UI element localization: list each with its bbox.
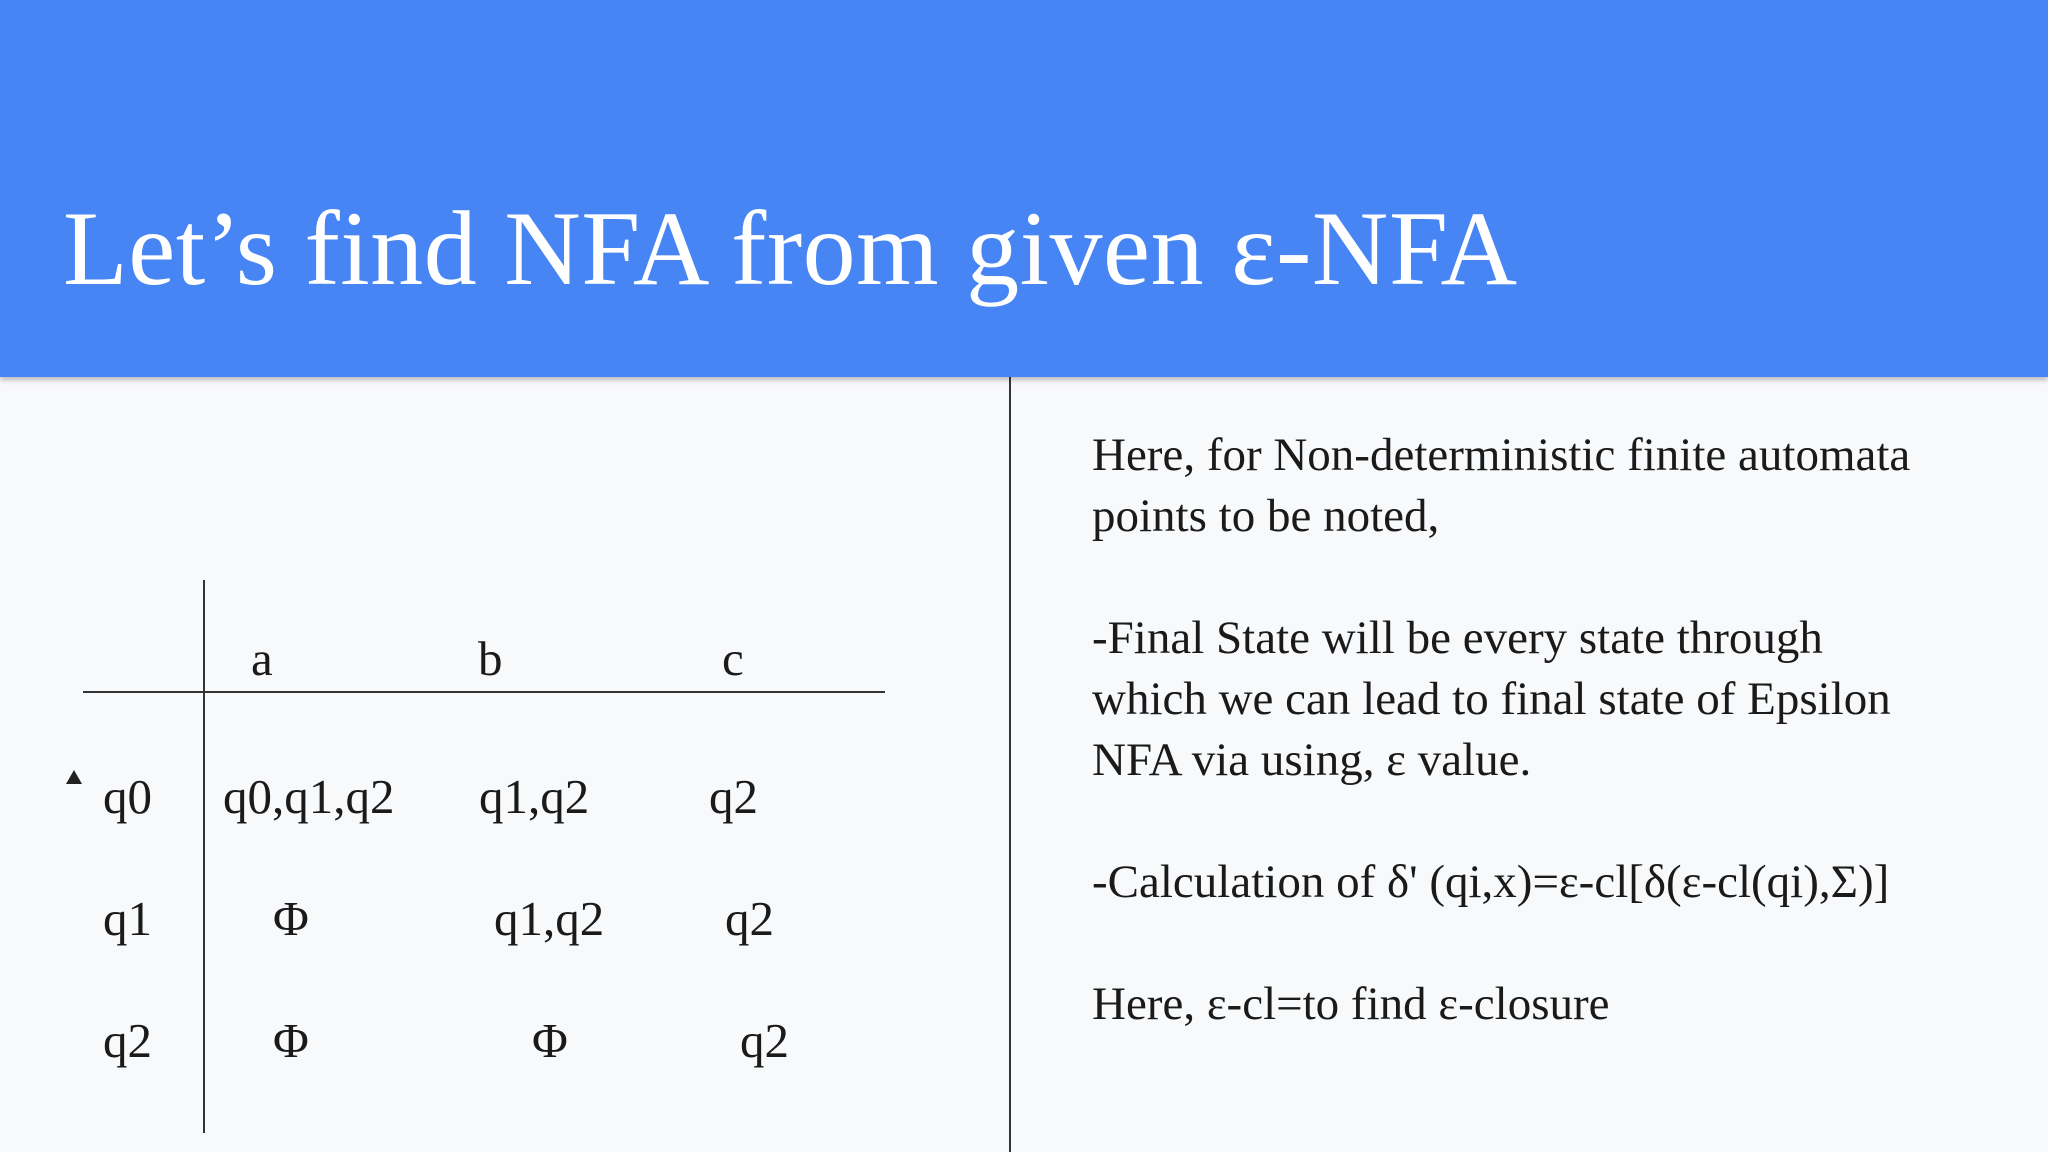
calculation-line: -Calculation of δ' (qi,x)=ε-cl[δ(ε-cl(qi),Σ)] (1092, 856, 1890, 908)
title-bar (0, 0, 2048, 377)
table-cell: Φ (532, 1013, 568, 1068)
table-horizontal-rule (83, 691, 885, 693)
final-state-line: -Final State will be every state through (1092, 612, 1823, 664)
row-state-q2: q2 (103, 1013, 152, 1068)
intro-line: points to be noted, (1092, 490, 1440, 542)
slide-title: Let’s find NFA from given ε-NFA (63, 190, 1518, 307)
column-header-b: b (478, 631, 503, 686)
table-cell: q2 (740, 1013, 789, 1068)
closure-line: Here, ε-cl=to find ε-closure (1092, 978, 1610, 1030)
table-cell: q1,q2 (494, 891, 605, 946)
table-vertical-rule (203, 580, 205, 1133)
column-header-a: a (251, 631, 273, 686)
table-cell: Φ (273, 1013, 309, 1068)
table-cell: q0,q1,q2 (223, 769, 395, 824)
table-cell: Φ (273, 891, 309, 946)
row-state-q1: q1 (103, 891, 152, 946)
notes-text (1092, 425, 2012, 1035)
table-cell: q1,q2 (479, 769, 590, 824)
column-header-c: c (722, 631, 744, 686)
start-state-arrow-icon (66, 770, 82, 784)
intro-line: Here, for Non-deterministic finite automata (1092, 429, 1911, 481)
row-state-q0: q0 (103, 769, 152, 824)
column-divider (1009, 377, 1011, 1152)
table-cell: q2 (709, 769, 758, 824)
final-state-line: NFA via using, ε value. (1092, 734, 1532, 786)
final-state-line: which we can lead to final state of Epsilon (1092, 673, 1891, 725)
table-cell: q2 (725, 891, 774, 946)
